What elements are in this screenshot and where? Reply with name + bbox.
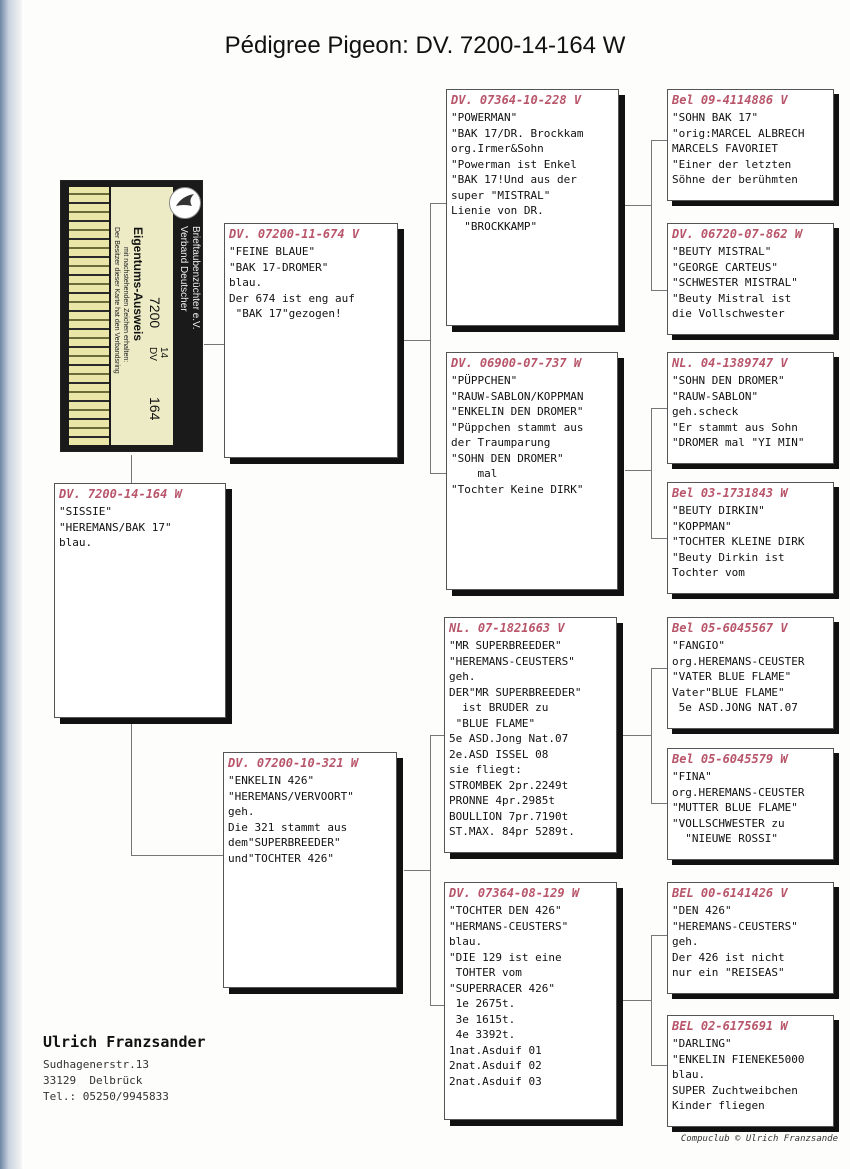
pigeon-info-line: Die 321 stammt aus (228, 820, 348, 834)
connector (131, 455, 132, 483)
ring-number: Bel 05-6045579 W (672, 752, 788, 766)
pigeon-info-line: Der 426 ist nicht (672, 950, 785, 964)
pigeon-info-line: TOHTER vom (449, 966, 522, 979)
pigeon-info-line: "Powerman ist Enkel (451, 157, 577, 171)
pigeon-info-line: "SCHWESTER MISTRAL" (672, 276, 798, 289)
sender-street: Sudhagenerstr.13 (43, 1058, 149, 1071)
pigeon-info-line: geh. (672, 935, 699, 948)
pigeon-card-subject (54, 483, 226, 718)
pigeon-info-line: "HEREMANS-CEUSTERS" (672, 919, 798, 933)
pigeon-info-line: Söhne der berühmten (672, 173, 798, 186)
connector (651, 538, 667, 539)
pigeon-info-line: super "MISTRAL" (451, 188, 551, 202)
pigeon-info-line: org.HEREMANS-CEUSTER (672, 654, 805, 668)
pigeon-info-line: org.Irmer&Sohn (451, 142, 544, 155)
pigeon-info-line: "BAK 17"gezogen! (229, 307, 342, 320)
card-num1: 7200 (147, 297, 163, 329)
pigeon-info-line: Kinder fliegen (672, 1099, 765, 1112)
pigeon-info-line: "SOHN DEN DROMER" (451, 451, 564, 465)
pigeon-info-line: blau. (449, 935, 483, 948)
ring-number: DV. 06900-07-737 W (451, 356, 582, 370)
pigeon-info-line: "ENKELIN FIENEKE5000 (672, 1052, 805, 1066)
pigeon-info-line: "FEINE BLAUE" (229, 245, 316, 258)
connector (651, 408, 652, 538)
connector (651, 803, 667, 804)
pigeon-info-line: sie fliegt: (449, 763, 522, 776)
card-inner (111, 187, 173, 445)
connector (625, 205, 651, 206)
pigeon-info-line: "MR SUPERBREEDER" (449, 639, 562, 652)
sender-name: Ulrich Franzsander (43, 1033, 206, 1051)
ring-number: Bel 05-6045567 V (672, 621, 788, 635)
pigeon-info-line: "SISSIE" (59, 505, 112, 518)
pigeon-info-line: "PÜPPCHEN" (451, 374, 518, 387)
sender-phone: Tel.: 05250/9945833 (43, 1090, 169, 1103)
pigeon-info-line: blau. (59, 536, 93, 549)
pigeon-info-line: und"TOCHTER 426" (228, 851, 334, 865)
pigeon-info-line: "GEORGE CARTEUS" (672, 260, 778, 274)
pigeon-info-line: Tochter vom (672, 566, 745, 579)
pigeon-info-line: "HEREMANS/VERVOORT" (228, 789, 354, 803)
card-org1: Verband Deutscher (178, 226, 189, 312)
pigeon-info-line: "FINA" (672, 770, 712, 783)
pigeon-card-ff (446, 89, 619, 326)
card-num2: DV (147, 347, 158, 361)
pigeon-card-mfm (667, 748, 834, 860)
ring-number: NL. 04-1389747 V (672, 356, 788, 370)
connector (651, 935, 667, 936)
ring-number: DV. 07364-08-129 W (449, 886, 580, 900)
connector (651, 290, 667, 291)
card-num4: 164 (147, 397, 163, 421)
page-title: Pédigree Pigeon: DV. 7200-14-164 W (224, 32, 626, 59)
ring-number: DV. 07200-11-674 V (229, 227, 360, 241)
pigeon-info-line: "VATER BLUE FLAME" (672, 670, 792, 683)
pigeon-info-line: "VOLLSCHWESTER zu (672, 816, 785, 830)
pigeon-info-line: "DARLING" (672, 1037, 732, 1050)
pigeon-info-line: dem"SUPERBREEDER" (228, 836, 341, 849)
card-text1: Der Besitzer dieser Karte hat den Verbandsring (113, 227, 120, 374)
ring-number: DV. 06720-07-862 W (672, 227, 803, 241)
pigeon-info-line: PRONNE 4pr.2985t (449, 794, 555, 807)
pigeon-info-line: "SOHN DEN DROMER" (672, 374, 785, 387)
pigeon-card-ffm (667, 223, 834, 335)
ring-number: NL. 07-1821663 V (449, 621, 565, 635)
pigeon-info-line: BOULLION 7pr.7190t (449, 809, 569, 823)
pigeon-info-line: nur ein "REISEAS" (672, 966, 785, 979)
pigeon-info-line: blau. (229, 276, 263, 289)
pigeon-info-line: Lienie von DR. (451, 204, 544, 217)
pigeon-info-line: 1nat.Asduif 01 (449, 1043, 542, 1057)
ring-number: Bel 09-4114886 V (672, 93, 788, 107)
pigeon-info-line: "RAUW-SABLON" (672, 389, 759, 403)
pigeon-info-line: die Vollschwester (672, 307, 785, 320)
connector (651, 935, 652, 1065)
pigeon-info-line: "SUPERRACER 426" (449, 981, 555, 995)
pigeon-info-line: "Beuty Mistral ist (672, 291, 792, 305)
pigeon-info-line: "ENKELIN 426" (228, 774, 315, 787)
connector (131, 855, 223, 856)
pigeon-info-line: STROMBEK 2pr.2249t (449, 778, 569, 792)
pigeon-info-line: "FANGIO" (672, 639, 725, 652)
pigeon-info-line: "POWERMAN" (451, 111, 518, 124)
pigeon-info-line: "SOHN BAK 17" (672, 111, 759, 124)
pigeon-card-father (224, 223, 398, 458)
pigeon-info-line: "BLUE FLAME" (449, 716, 536, 730)
pigeon-info-line: SUPER Zuchtweibchen (672, 1083, 798, 1097)
ownership-card (60, 180, 203, 452)
pigeon-info-line: "BAK 17-DROMER" (229, 260, 329, 274)
pigeon-info-line: "DIE 129 ist eine (449, 950, 562, 964)
connector (430, 473, 446, 474)
pigeon-card-fmf (667, 352, 834, 464)
pigeon-info-line: "Beuty Dirkin ist (672, 550, 785, 564)
pigeon-info-line: geh. (228, 805, 255, 818)
pigeon-info-line: 2e.ASD ISSEL 08 (449, 747, 549, 761)
pigeon-info-line: "TOCHTER KLEINE DIRK (672, 535, 805, 548)
card-num3: 14 (158, 347, 169, 359)
connector (651, 140, 667, 141)
pigeon-info-line: 1e 2675t. (449, 997, 516, 1010)
ring-number: DV. 07200-10-321 W (228, 756, 359, 770)
pigeon-info-line: geh.scheck (672, 405, 739, 418)
connector (617, 735, 651, 736)
pigeon-info-line: "BAK 17!Und aus der (451, 173, 577, 186)
connector (131, 718, 132, 855)
pigeon-info-line: blau. (672, 1068, 706, 1081)
pigeon-info-line: "KOPPMAN" (672, 519, 732, 533)
pigeon-info-line: org.HEREMANS-CEUSTER (672, 785, 805, 799)
pigeon-card-fff (667, 89, 834, 201)
sender-block (43, 1033, 206, 1105)
pigeon-card-mmm (667, 1015, 834, 1127)
pigeon-info-line: "ENKELIN DEN DROMER" (451, 405, 584, 418)
pigeon-info-line: "HEREMANS-CEUSTERS" (449, 654, 575, 668)
connector (651, 140, 652, 290)
pigeon-info-line: "NIEUWE ROSSI" (672, 832, 778, 845)
pigeon-info-line: DER"MR SUPERBREEDER" (449, 685, 582, 699)
pigeon-info-line: "DEN 426" (672, 904, 732, 917)
pigeon-info-line: "TOCHTER DEN 426" (449, 904, 562, 917)
pigeon-info-line: "RAUW-SABLON/KOPPMAN (451, 389, 584, 403)
pigeon-card-mother (223, 752, 397, 988)
pigeon-info-line: "BROCKKAMP" (451, 219, 538, 233)
pigeon-info-line: "BEUTY DIRKIN" (672, 504, 765, 517)
connector (651, 1065, 667, 1066)
pigeon-info-line: 2nat.Asduif 02 (449, 1059, 542, 1072)
pigeon-info-line: "DROMER mal "YI MIN" (672, 436, 805, 449)
connector (651, 668, 652, 803)
pigeon-card-fm (446, 352, 618, 590)
pigeon-info-line: der Traumparung (451, 436, 551, 449)
pigeon-info-line: "HERMANS-CEUSTERS" (449, 919, 569, 933)
connector (404, 340, 430, 341)
pigeon-info-line: Der 674 ist eng auf (229, 291, 355, 305)
ring-number: BEL 02-6175691 W (672, 1019, 788, 1033)
connector (430, 735, 431, 1005)
pigeon-card-mmf (667, 882, 834, 994)
ring-number: BEL 00-6141426 V (672, 886, 788, 900)
connector (404, 870, 430, 871)
pigeon-info-line: 5e ASD.JONG NAT.07 (672, 701, 798, 714)
pigeon-info-line: "MUTTER BLUE FLAME" (672, 801, 798, 814)
card-org2: Brieftaubenzüchter e.V. (190, 226, 201, 330)
connector (625, 470, 651, 471)
pigeon-info-line: Vater"BLUE FLAME" (672, 685, 785, 699)
pigeon-card-mff (667, 617, 834, 729)
pigeon-info-line: "BAK 17/DR. Brockkam (451, 126, 584, 140)
pigeon-info-line: 4e 3392t. (449, 1028, 516, 1041)
pigeon-card-fmm (667, 482, 834, 594)
ring-number: Bel 03-1731843 W (672, 486, 788, 500)
ring-number: DV. 7200-14-164 W (59, 487, 182, 501)
card-pattern (69, 187, 109, 445)
pigeon-info-line: geh. (449, 670, 476, 683)
pigeon-card-mm (444, 882, 617, 1120)
connector (430, 203, 446, 204)
pigeon-info-line: mal (451, 467, 498, 480)
pigeon-info-line: ST.MAX. 84pr 5289t. (449, 825, 575, 838)
dove-logo-icon (169, 187, 201, 219)
pigeon-info-line: "Tochter Keine DIRK" (451, 482, 584, 496)
pigeon-info-line: MARCELS FAVORIET (672, 142, 778, 155)
connector (651, 408, 667, 409)
card-title: Eigentums-Ausweis (131, 227, 145, 342)
footer-credit: Compuclub © Ulrich Franzsande (680, 1134, 838, 1144)
connector (651, 668, 667, 669)
pigeon-card-mf (444, 617, 617, 853)
pigeon-info-line: 5e ASD.Jong Nat.07 (449, 732, 569, 745)
connector (617, 1000, 651, 1001)
ring-number: DV. 07364-10-228 V (451, 93, 582, 107)
connector (204, 344, 224, 345)
scan-edge (0, 0, 22, 1169)
pigeon-info-line: "Einer der letzten (672, 157, 792, 171)
pigeon-info-line: "HEREMANS/BAK 17" (59, 520, 172, 534)
pigeon-info-line: "BEUTY MISTRAL" (672, 245, 772, 258)
pigeon-info-line: 3e 1615t. (449, 1012, 516, 1026)
pigeon-info-line: "Püppchen stammt aus (451, 420, 584, 434)
pigeon-info-line: "Er stammt aus Sohn (672, 420, 798, 434)
connector (430, 203, 431, 473)
sender-city: 33129 Delbrück (43, 1074, 143, 1087)
card-text2: mit nachstehenden Zeichen erhalten: (122, 247, 129, 363)
pigeon-info-line: 2nat.Asduif 03 (449, 1074, 542, 1088)
pigeon-info-line: ist BRUDER zu (449, 701, 549, 714)
pigeon-info-line: "orig:MARCEL ALBRECH (672, 126, 805, 140)
